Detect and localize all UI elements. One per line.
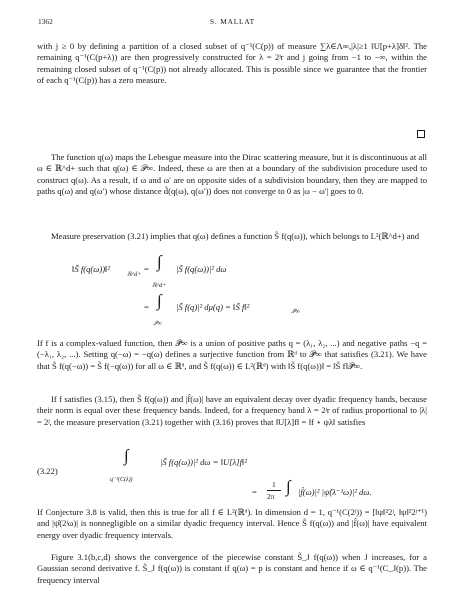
eq1-equals-1: = bbox=[144, 264, 149, 274]
paragraph-measure-preservation: Measure preservation (3.21) implies that q(ω) defines a function S̃ f(q(ω)), which belongs to L²(ℝ^d+) and bbox=[51, 231, 420, 241]
integral-sign-icon: ∫ bbox=[286, 477, 291, 496]
eq2-equals: = bbox=[252, 487, 257, 497]
eq1-equals-2: = bbox=[144, 302, 149, 312]
eq2-frac-numerator: 1 bbox=[272, 480, 276, 489]
eq1-integral-domain: ℝ^d+ bbox=[152, 283, 167, 289]
eq1-lhs-subscript: ℝ^d+ bbox=[127, 272, 142, 278]
paragraph-equivalent-decay: If f satisfies (3.15), then S̃ f(q(ω)) and |f̂(ω)| have an equivalent decay over dyadic frequency bands, because their norm is equal over these frequency bands. Indeed, for a frequency band λ = 2ʲr of radius proportional to |λ| = 2ʲ, the measure preservation (3.21) together with (3.16) proves that ‖U[λ]f‖ = ‖f ⋆ ψλ‖ satisfies bbox=[37, 394, 427, 427]
qed-box-icon bbox=[417, 130, 425, 138]
page-number: 1362 bbox=[38, 17, 53, 26]
equation-number: (3.22) bbox=[37, 466, 58, 476]
eq1-rhs2-subscript: 𝒫̄∞ bbox=[291, 309, 300, 315]
eq1-rhs2: |S̃ f(q)|² dμ(q) = ‖S̃ f‖² bbox=[176, 302, 250, 312]
eq1-rhs1: |S̃ f(q(ω))|² dω bbox=[176, 264, 227, 274]
eq2-frac-denominator: 2π bbox=[267, 492, 275, 501]
paragraph-partition: with j ≥ 0 by defining a partition of a closed subset of q⁻¹(C(p)) of measure ∑λ∈Λ∞,|λ|≥1 ‖U[p+λ]δ‖². The remaining q⁻¹(C(p+λ)) are then progressively constructed for λ = 2ʲr and j going from −1 to −∞, within the remaining closed subset of q⁻¹(C(p)) not already allocated. This is possible since we guarantee that the frontier of each q⁻¹(C(p)) has a zero measure. bbox=[37, 41, 427, 85]
paragraph-discontinuity: The function q(ω) maps the Lebesgue measure into the Dirac scattering measure, but it is discontinuous at all ω ∈ ℝ^d+ such that q(ω) ∈ 𝒫∞. Indeed, these ω are then at a boundary of the subdivision procedure used to construct q(ω). As a result, if ω and ω′ are on opposite sides of a subdivision boundary, then they are mapped to paths q(ω) and q(ω′) whose distance d̃(q(ω), q(ω′)) does not converge to 0 as |ω − ω′| goes to 0. bbox=[37, 152, 427, 196]
fraction-bar bbox=[267, 490, 281, 491]
integral-sign-icon: ∫ bbox=[157, 252, 162, 271]
integral-sign-icon: ∫ bbox=[124, 446, 129, 465]
paragraph-complex-valued: If f is a complex-valued function, then 𝒫̄∞ is a union of positive paths q = (λ₁, λ₂, ...) and negative paths −q = (−λ₁, λ₂, ...). Setting q(−ω) = −q(ω) defines a surjective function from ℝᵈ to 𝒫̄∞ that satisfies (3.21). We have that S̃ f(q(−ω)) = S̃ f(−q(ω)) for all ω ∈ ℝᵈ, and S̃ f(q(ω)) ∈ L²(ℝᵈ) with ‖S̃ f(q(ω))‖ = ‖S̃ f‖𝒫̄∞. bbox=[37, 338, 427, 371]
paragraph-conjecture: If Conjecture 3.8 is valid, then this is true for all f ∈ L²(ℝᵈ). In dimension d = 1, q⁻¹(C(2ʲ)) = [‖ψ‖²2ʲ, ‖ψ‖²2ʲ⁺¹) and |ψ̂(2ʲω)| is nonnegligible on a similar dyadic frequency interval. Hence S̃ f(q(ω)) and |f̂(ω)| have equivalent energy over dyadic frequency intervals. bbox=[37, 507, 427, 540]
integral-sign-icon: ∫ bbox=[157, 291, 162, 310]
paragraph-figure-reference: Figure 3.1(b,c,d) shows the convergence of the piecewise constant S̃_J f(q(ω)) when J increases, for a Gaussian second derivative f. S̃_J f(q(ω)) is constant if q(ω) = p is constant and hence if ω ∈ q⁻¹(C_J(p)). The frequency interval bbox=[37, 552, 427, 585]
running-header-author: S. MALLAT bbox=[210, 17, 255, 26]
eq1-lhs: ‖S̃ f(q(ω))‖² bbox=[72, 264, 111, 274]
eq1-integral-domain-2: 𝒫̄∞ bbox=[153, 321, 162, 327]
eq2-integral-domain: q⁻¹(C(λ)) bbox=[110, 477, 133, 483]
eq2-line2: |f̂(ω)|² |ψ̂(λ⁻¹ω)|² dω. bbox=[298, 487, 372, 497]
eq2-line1: |S̃ f(q(ω))|² dω = ‖U[λ]f‖² bbox=[160, 457, 247, 467]
